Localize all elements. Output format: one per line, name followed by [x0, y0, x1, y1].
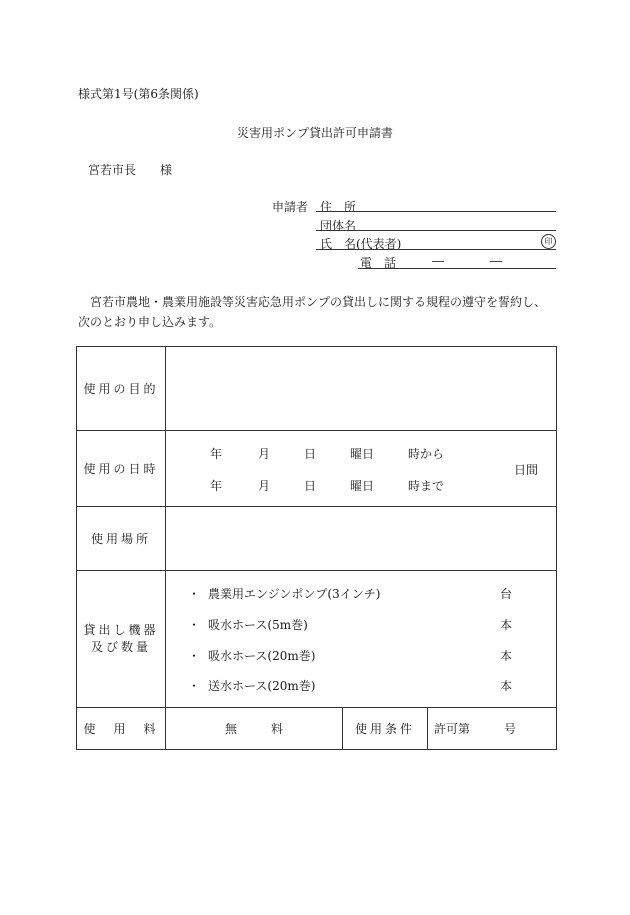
- equipment-unit: 本: [500, 679, 513, 693]
- address-label: 住 所: [320, 200, 357, 214]
- start-weekday: 曜日: [350, 447, 375, 461]
- fee-value: [166, 708, 343, 750]
- end-day: 日: [304, 479, 317, 493]
- permit-label: 許可第: [434, 722, 471, 736]
- tel-dash: ―: [490, 254, 502, 268]
- name-label: 氏 名(代表者): [320, 237, 402, 251]
- equipment-bullet: ・: [188, 649, 201, 663]
- fee-value-part1: 無: [224, 722, 237, 736]
- equipment-label-line1: 貸出し機器: [83, 623, 159, 637]
- equipment-name: 吸水ホース(20m巻): [208, 649, 316, 663]
- permit-number[interactable]: [428, 708, 557, 750]
- equipment-bullet: ・: [188, 618, 201, 632]
- tel-dash: ―: [432, 254, 444, 268]
- equipment-label-line2: 及び数量: [90, 640, 151, 654]
- seal-mark: 印: [541, 234, 556, 249]
- equipment-name: 農業用エンジンポンプ(3インチ): [208, 587, 381, 601]
- addressee: [88, 161, 172, 178]
- form-number: 様式第1号(第6条関係): [78, 87, 199, 101]
- tel-line[interactable]: [358, 268, 556, 269]
- fee-value-part2: 料: [271, 722, 284, 736]
- document-title: 災害用ポンプ貸出許可申請書: [236, 126, 393, 140]
- declaration-text: 宮若市農地・農業用施設等災害応急用ポンプの貸出しに関する規程の遵守を誓約し、次のとおり申し込みます。: [78, 295, 547, 329]
- start-month: 月: [258, 447, 271, 461]
- group-line[interactable]: [316, 230, 556, 231]
- equipment-bullet: ・: [188, 587, 201, 601]
- permit-suffix: 号: [504, 722, 517, 736]
- fee-label: 使 用 料: [77, 708, 166, 750]
- start-time: 時から: [408, 447, 445, 461]
- end-weekday: 曜日: [350, 479, 375, 493]
- group-label: 団体名: [320, 219, 357, 233]
- equipment-unit: 本: [500, 618, 513, 632]
- purpose-label: 使用の目的: [77, 347, 166, 431]
- end-time: 時まで: [408, 479, 445, 493]
- address-line[interactable]: [316, 211, 556, 212]
- applicant-label: 申請者: [272, 200, 309, 214]
- purpose-field[interactable]: [166, 347, 557, 431]
- name-line[interactable]: [316, 249, 556, 250]
- datetime-label: 使用の日時: [77, 431, 166, 507]
- place-label: 使用場所: [77, 507, 166, 571]
- conditions-label: 使用条件: [343, 708, 428, 750]
- place-field[interactable]: [166, 507, 557, 571]
- equipment-bullet: ・: [188, 679, 201, 693]
- start-year: 年: [210, 447, 223, 461]
- end-year: 年: [210, 479, 223, 493]
- tel-label: 電 話: [360, 256, 397, 270]
- start-day: 日: [304, 447, 317, 461]
- datetime-field[interactable]: [166, 431, 557, 507]
- equipment-name: 吸水ホース(5m巻): [208, 618, 308, 632]
- equipment-name: 送水ホース(20m巻): [208, 679, 316, 693]
- equipment-label: [77, 571, 166, 708]
- equipment-unit: 本: [500, 649, 513, 663]
- days-label: 日間: [513, 463, 538, 477]
- equipment-list: [166, 571, 557, 708]
- equipment-unit: 台: [500, 587, 513, 601]
- end-month: 月: [258, 479, 271, 493]
- addressee-honorific: 様: [160, 163, 173, 177]
- application-table: [76, 346, 557, 750]
- addressee-name: 宮若市長: [88, 163, 137, 177]
